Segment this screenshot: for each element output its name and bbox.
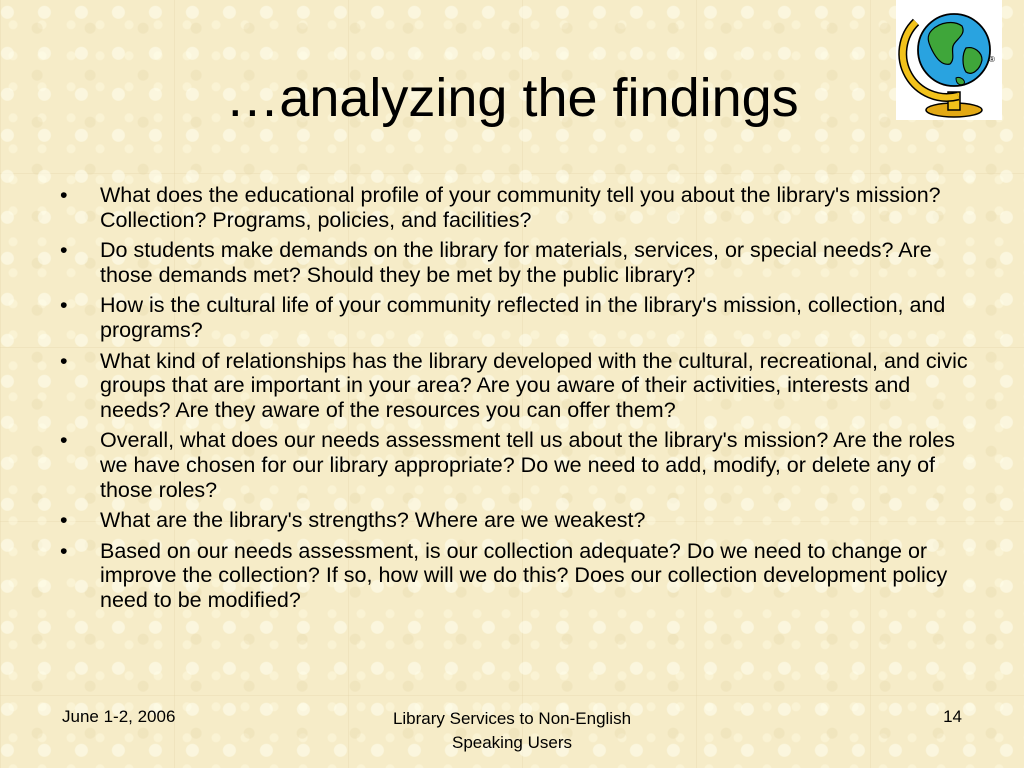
- bullet-item: [60, 183, 980, 232]
- bullet-marker: •: [60, 348, 68, 373]
- bullet-item: [60, 539, 980, 613]
- bullet-marker: •: [60, 293, 68, 318]
- footer-title-line-1: Library Services to Non-English: [392, 709, 632, 728]
- footer-title: [352, 707, 672, 755]
- bullet-text: What kind of relationships has the library developed with the cultural, recreational, and civic groups that are important in your area? Are you aware of their activities, interests and needs? Are they aware of the resources you can offer them?: [100, 348, 968, 422]
- bullet-text: Do students make demands on the library for materials, services, or special needs? Are those demands met? Should they be met by the public library?: [100, 238, 932, 287]
- bullet-item: [60, 349, 980, 423]
- bullet-item: [60, 428, 980, 502]
- globe-icon: [896, 0, 1002, 120]
- bullet-item: [60, 238, 980, 287]
- bullet-item: [60, 293, 980, 342]
- slide-title: …analyzing the findings: [225, 68, 799, 128]
- footer-title-line-2: Speaking Users: [451, 733, 572, 752]
- bullet-marker: •: [60, 183, 68, 207]
- bullet-text: Overall, what does our needs assessment tell us about the library's mission? Are the roles we have chosen for our library appropriate? Do we need to add, modify, or delete any of those roles?: [100, 428, 955, 502]
- bullet-marker: •: [60, 538, 68, 563]
- bullet-list: [60, 183, 980, 619]
- bullet-text: Based on our needs assessment, is our collection adequate? Do we need to change or improve the collection? If so, how will we do this? Does our collection development policy need to be modified?: [100, 538, 948, 612]
- bullet-text: How is the cultural life of your community reflected in the library's mission, collection, and programs?: [100, 293, 946, 342]
- bullet-text: What does the educational profile of your community tell you about the library's mission? Collection? Programs, policies, and facilities?: [100, 183, 941, 232]
- bullet-marker: •: [60, 238, 68, 263]
- page-number: 14: [943, 707, 962, 726]
- svg-text:®: ®: [989, 55, 995, 64]
- bullet-marker: •: [60, 428, 68, 453]
- footer-date: June 1-2, 2006: [62, 707, 176, 726]
- bullet-marker: •: [60, 508, 68, 533]
- bullet-text: What are the library's strengths? Where are we weakest?: [100, 508, 646, 533]
- bullet-item: [60, 508, 980, 533]
